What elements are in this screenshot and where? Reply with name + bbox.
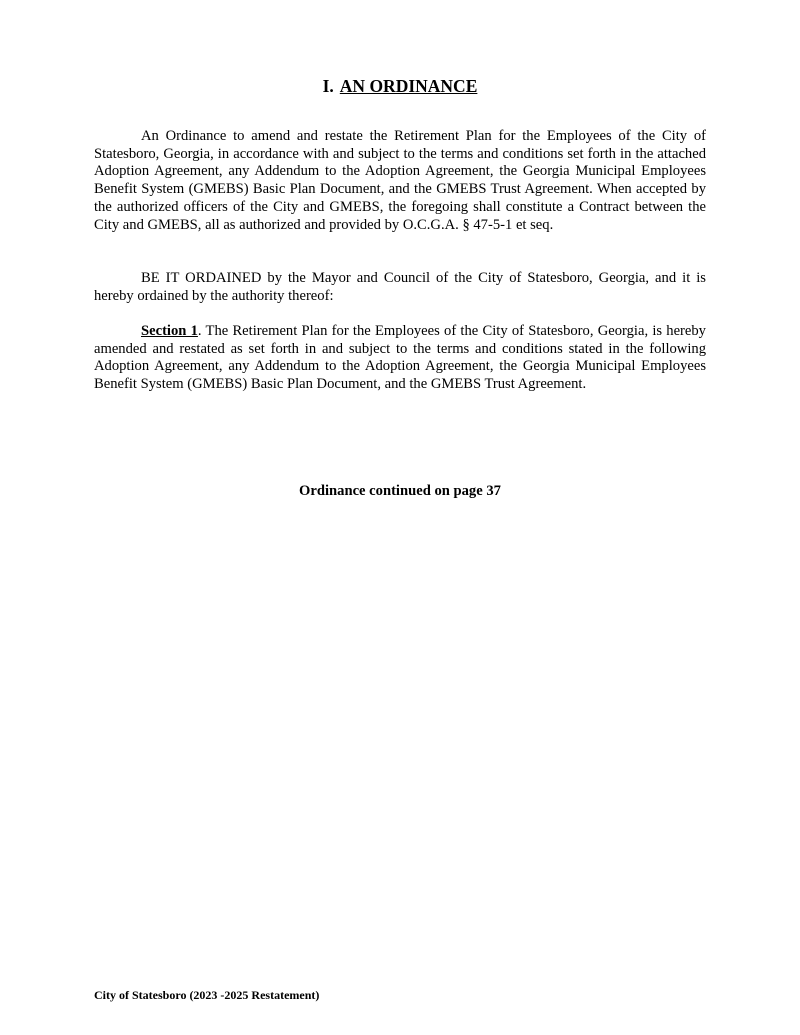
page-footer: City of Statesboro (2023 -2025 Restatement) [94,988,320,1002]
section-1-label: Section 1 [141,323,198,339]
document-title [0,76,800,96]
title-label: AN ORDINANCE [339,76,478,96]
title-number: I. [322,76,334,96]
paragraph-intro [94,128,706,234]
continued-note: Ordinance continued on page 37 [299,483,501,499]
paragraph-ordained [94,270,706,305]
paragraph-section-1 [94,323,706,394]
paragraph-section-1-text: . The Retirement Plan for the Employees of the City of Statesboro, Georgia, is hereby amended and restated as set forth in and subject to the terms and conditions stated in the following Adoption Agreement, any Addendum to the Adoption Agreement, the Georgia Municipal Employees Benefit System (GMEBS) Basic Plan Document, and the GMEBS Trust Agreement. [94,323,706,393]
paragraph-section-1-content [94,323,706,394]
paragraph-intro-text: An Ordinance to amend and restate the Retirement Plan for the Employees of the City of Statesboro, Georgia, in accordance with and subject to the terms and conditions set forth in the attached Adoption Agreement, any Addendum to the Adoption Agreement, the Georgia Municipal Employees Benefit System (GMEBS) Basic Plan Document, and the GMEBS Trust Agreement. When accepted by the authorized officers of the City and GMEBS, the foregoing shall constitute a Contract between the City and GMEBS, all as authorized and provided by O.C.G.A. § 47-5-1 et seq. [94,128,706,233]
paragraph-ordained-text: BE IT ORDAINED by the Mayor and Council of the City of Statesboro, Georgia, and it is hereby ordained by the authority thereof: [94,270,706,304]
